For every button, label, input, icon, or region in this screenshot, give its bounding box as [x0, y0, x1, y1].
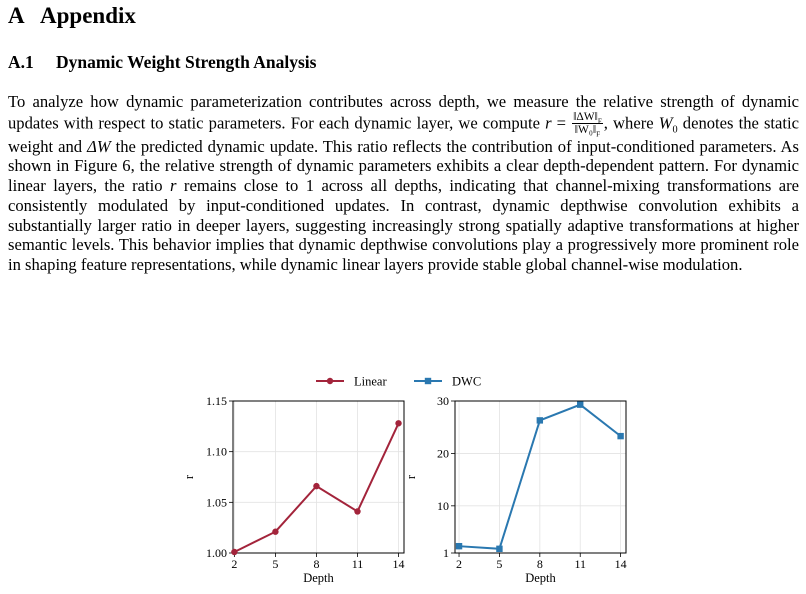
linear-chart-xtick-label-1: 5 [272, 557, 279, 571]
dwc-chart-xtick-label-2: 8 [536, 557, 543, 571]
var-r-2: r [170, 176, 177, 196]
fraction-numerator: ‖ΔW‖ [573, 110, 598, 123]
delta-w-symbol: ΔW [87, 136, 111, 156]
legend-label-0: Linear [354, 374, 387, 389]
linear-chart-frame [233, 401, 404, 553]
section-number: A [8, 3, 25, 28]
dwc-chart-xtick-label-4: 14 [614, 557, 627, 571]
frac-sub-num: F [597, 117, 602, 125]
dwc-chart-point-4 [617, 433, 623, 439]
figure-6 [0, 360, 806, 594]
paragraph-text-2: , where [603, 113, 659, 133]
linear-chart-xtick-label-4: 14 [392, 557, 405, 571]
dwc-chart-ylabel: r [404, 474, 418, 480]
linear-chart-point-2 [313, 483, 319, 489]
legend-marker-0 [327, 378, 333, 384]
dwc-chart-point-2 [537, 417, 543, 423]
linear-chart-point-1 [272, 529, 278, 535]
dwc-chart-ytick-label-1: 10 [437, 498, 449, 513]
linear-chart-ylabel: r [182, 474, 196, 480]
linear-chart-point-0 [231, 549, 237, 555]
linear-chart-xlabel: Depth [303, 571, 334, 585]
linear-chart-ytick-label-1: 1.05 [206, 495, 227, 510]
section-title-text: Appendix [40, 3, 136, 28]
paragraph-text-1: To analyze how dynamic parameterization contributes across depth, we measure the relative strength of dynamic updates with respect to static parameters. For each dynamic layer, we compute [8, 92, 799, 133]
legend-label-1: DWC [452, 374, 482, 389]
legend-marker-1 [425, 378, 431, 384]
linear-chart-ytick-label-3: 1.15 [206, 394, 227, 408]
dwc-chart-xtick-label-1: 5 [496, 557, 503, 571]
dwc-chart-ytick-label-2: 20 [437, 446, 449, 461]
dwc-chart-ytick-label-0: 1 [443, 546, 449, 560]
var-r: r [545, 113, 552, 133]
dwc-chart-xtick-label-0: 2 [456, 557, 463, 571]
subsection-title [8, 51, 316, 73]
linear-chart-point-4 [395, 420, 401, 426]
linear-chart-xtick-label-2: 8 [313, 557, 320, 571]
paragraph-text-5: remains close to 1 across all depths, indicating that channel-mixing transformations are consistently modulated by input-conditioned updates. In contrast, dynamic depthwise convolution exhibits a substantially larger ratio in deeper layers, suggesting increasingly strong spatially adaptive transformations at higher semantic levels. This behavior implies that dynamic depthwise convolutions play a progressively more prominent role in shaping feature representations, while dynamic linear layers provide stable global channel-wise modulation. [8, 176, 799, 274]
dwc-chart-point-1 [496, 546, 502, 552]
linear-chart-point-3 [354, 508, 360, 514]
body-paragraph [8, 92, 799, 275]
dwc-chart-frame [455, 401, 626, 553]
subsection-number: A.1 [8, 52, 34, 72]
static-weight-symbol: W [658, 113, 673, 133]
ratio-fraction [572, 111, 603, 136]
dwc-chart-ytick-label-3: 30 [437, 394, 449, 408]
subsection-title-text: Dynamic Weight Strength Analysis [56, 52, 317, 72]
static-weight-subscript: 0 [672, 124, 678, 136]
figure-svg [0, 360, 806, 594]
linear-chart-xtick-label-3: 11 [351, 557, 364, 571]
frac-sub-den: F [596, 130, 601, 138]
fraction-denominator: ‖W₀‖ [574, 123, 597, 136]
linear-chart-ytick-label-2: 1.10 [206, 444, 227, 459]
dwc-chart-point-3 [577, 401, 583, 407]
paragraph-text-3: denotes the static weight and [8, 113, 799, 156]
linear-chart-ytick-label-0: 1.00 [206, 546, 227, 560]
linear-chart-xtick-label-0: 2 [231, 557, 238, 571]
paragraph-text-4: the predicted dynamic update. This ratio reflects the contribution of input-conditioned parameters. As shown in Figure 6, the relative strength of dynamic parameters exhibits a clear depth-dependent pattern. For dynamic linear layers, the ratio [8, 136, 799, 196]
dwc-chart-point-0 [456, 543, 462, 549]
section-title [8, 2, 136, 30]
equals-sign: = [556, 113, 566, 133]
dwc-chart-xlabel: Depth [525, 571, 556, 585]
dwc-chart-xtick-label-3: 11 [574, 557, 587, 571]
